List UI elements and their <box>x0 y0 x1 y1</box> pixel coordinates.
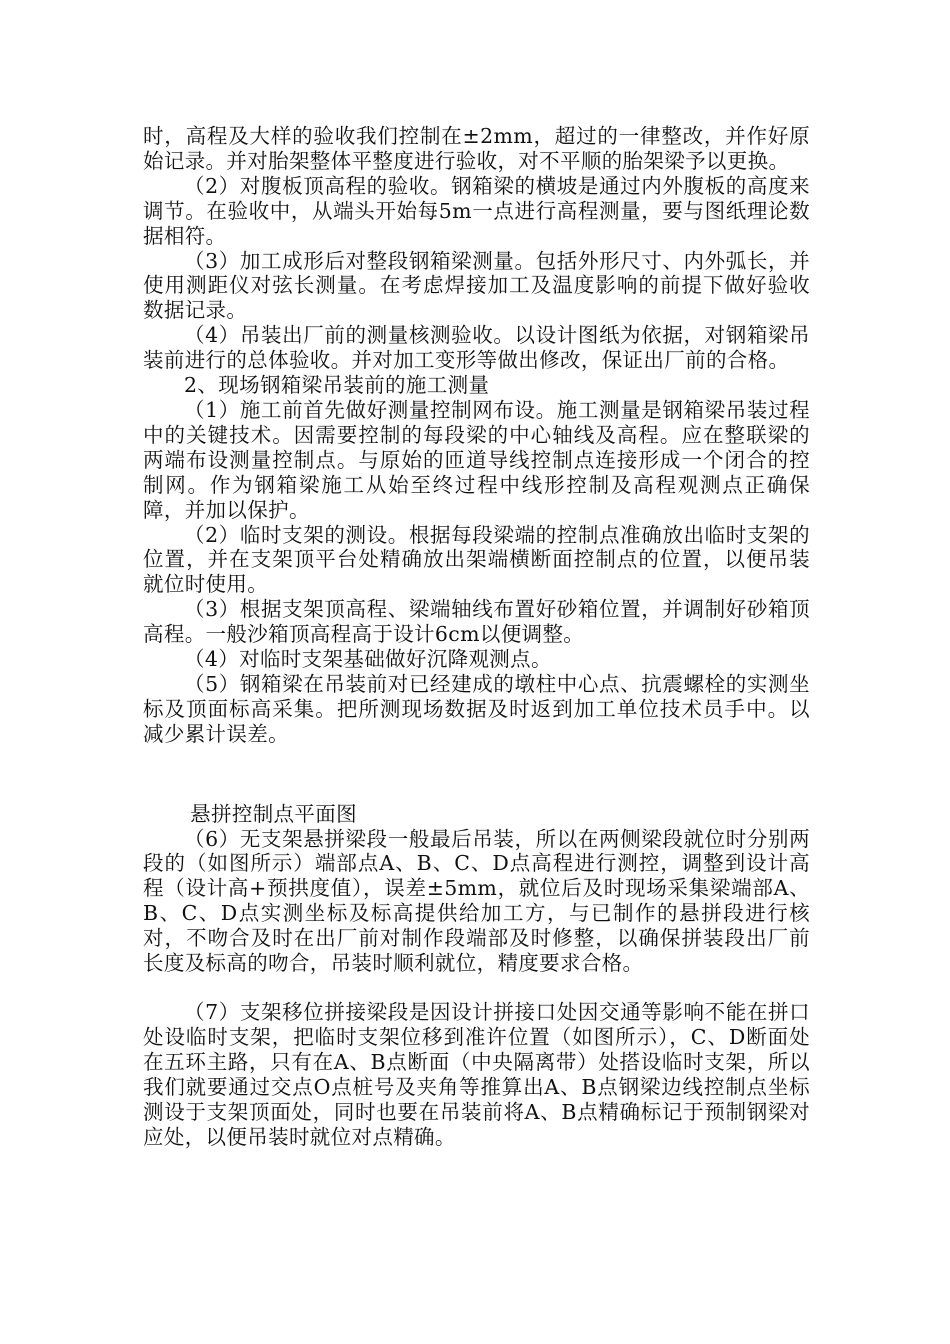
paragraph-temporary-support: （2）临时支架的测设。根据每段梁端的控制点准确放出临时支架的位置，并在支架顶平台处精确放出架端横断面控制点的位置，以便吊装就位时使用。 <box>143 522 810 597</box>
document-page <box>143 124 810 1149</box>
paragraph-continuation: 时，高程及大样的验收我们控制在±2mm，超过的一律整改，并作好原始记录。并对胎架整体平整度进行验收，对不平顺的胎架梁予以更换。 <box>143 124 810 173</box>
paragraph-shifted-support: （7）支架移位拼接梁段是因设计拼接口处因交通等影响不能在拼口处设临时支架，把临时支架位移到准许位置（如图所示），C、D断面处在五环主路，只有在A、B点断面（中央隔离带）处搭设临时支架，所以我们就要通过交点O点桩号及夹角等推算出A、B点钢梁边线控制点坐标测设于支架顶面处，同时也要在吊装前将A、B点精确标记于预制钢梁对应处，以便吊装时就位对点精确。 <box>143 1000 810 1149</box>
section-heading-site-survey: 2、现场钢箱梁吊装前的施工测量 <box>184 373 490 398</box>
paragraph-web-elevation-check: （2）对腹板顶高程的验收。钢箱梁的横坡是通过内外腹板的高度来调节。在验收中，从端头开始每5m一点进行高程测量，要与图纸理论数据相符。 <box>143 173 810 248</box>
paragraph-control-network: （1）施工前首先做好测量控制网布设。施工测量是钢箱梁吊装过程中的关键技术。因需要控制的每段梁的中心轴线及高程。应在整联梁的两端布设测量控制点。与原始的匝道导线控制点连接形成一个闭合的控制网。作为钢箱梁施工从始至终过程中线形控制及高程观测点正确保障，并加以保护。 <box>143 397 810 522</box>
paragraph-cantilever-segment: （6）无支架悬拼梁段一般最后吊装，所以在两侧梁段就位时分别两段的（如图所示）端部点A、B、C、D点高程进行测控，调整到设计高程（设计高+预拱度值），误差±5mm，就位后及时现场采集梁端部A、B、C、D点实测坐标及标高提供给加工方，与已制作的悬拼段进行核对，不吻合及时在出厂前对制作段端部及时修整，以确保拼装段出厂前长度及标高的吻合，吊装时顺利就位，精度要求合格。 <box>143 826 810 976</box>
paragraph-segment-measurement: （3）加工成形后对整段钢箱梁测量。包括外形尺寸、内外弧长，并使用测距仪对弦长测量。在考虑焊接加工及温度影响的前提下做好验收数据记录。 <box>143 248 810 323</box>
paragraph-sandbox-elevation: （3）根据支架顶高程、梁端轴线布置好砂箱位置，并调制好砂箱顶高程。一般沙箱顶高程高于设计6cm以便调整。 <box>143 597 810 647</box>
spacer <box>143 747 810 802</box>
paragraph-preshipment-check: （4）吊装出厂前的测量核测验收。以设计图纸为依据，对钢箱梁吊装前进行的总体验收。并对加工变形等做出修改，保证出厂前的合格。 <box>143 323 810 373</box>
paragraph-pier-coordinates: （5）钢箱梁在吊装前对已经建成的墩柱中心点、抗震螺栓的实测坐标及顶面标高采集。把所测现场数据及时返到加工单位技术员手中。以减少累计误差。 <box>143 671 810 746</box>
figure-caption: 悬拼控制点平面图 <box>190 801 357 826</box>
paragraph-settlement-points: （4）对临时支架基础做好沉降观测点。 <box>184 647 552 672</box>
spacer <box>143 976 810 1000</box>
